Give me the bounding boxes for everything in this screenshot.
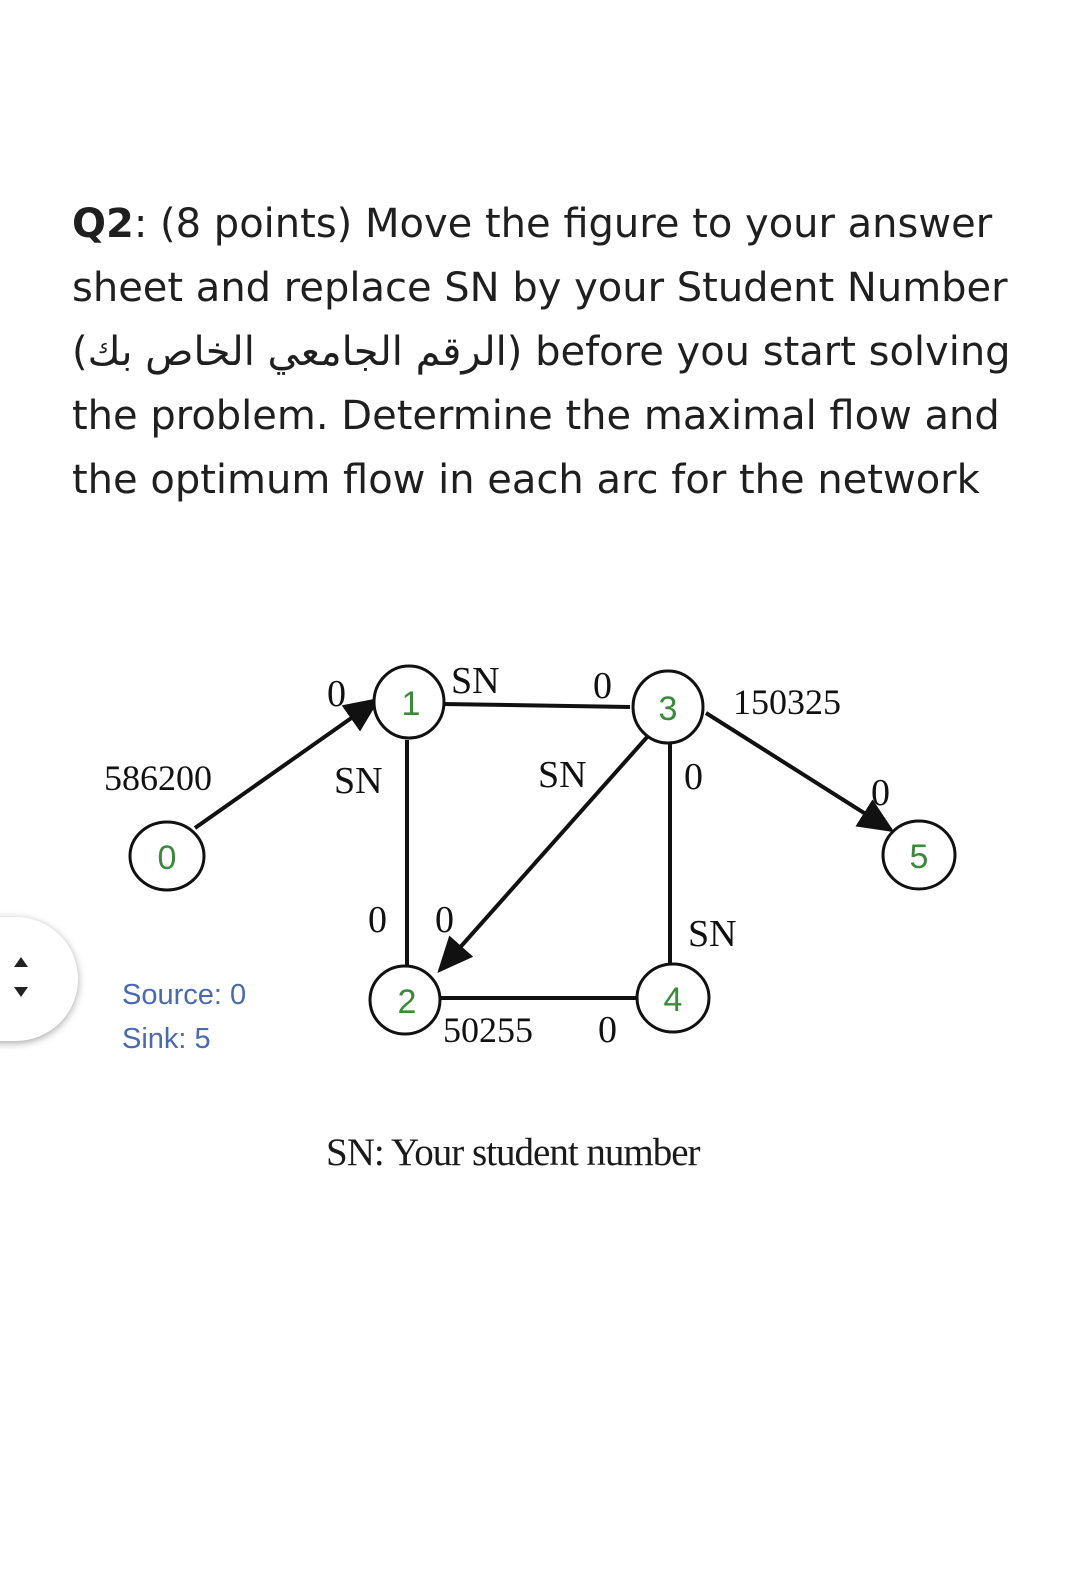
arc-0-1-capacity: 586200 (104, 758, 212, 798)
node-0 (130, 822, 204, 890)
node-4 (637, 964, 709, 1032)
arc-3-2-reverse: 0 (435, 899, 454, 941)
question-label: Q2 (72, 201, 134, 247)
question-rest: ) before you start solving the problem. Determine the maximal flow and the optimum flow in each arc for the network (72, 329, 1011, 503)
arc-3-5-capacity: 150325 (733, 682, 841, 722)
node-1-label: 1 (401, 685, 421, 723)
question-text (72, 192, 1012, 512)
network-diagram (0, 600, 1080, 1220)
sn-legend: SN: Your student number (326, 1131, 700, 1174)
arc-2-4-capacity: 50255 (443, 1010, 533, 1050)
arc-3-5-reverse: 0 (871, 772, 890, 814)
question-intro: : (8 points) Move the figure to your answer sheet and replace SN by your Student Number ( (72, 201, 1008, 375)
arc-2-4-reverse: 0 (598, 1009, 617, 1051)
node-0-label: 0 (157, 839, 177, 877)
source-sink-note (122, 973, 246, 1061)
node-5 (883, 821, 955, 889)
node-2-label: 2 (397, 983, 417, 1021)
source-label: Source: 0 (122, 979, 247, 1011)
arc-1-2-reverse: 0 (368, 899, 387, 941)
sink-label: Sink: 5 (122, 1023, 211, 1055)
arc-3-4-capacity: 0 (684, 756, 703, 798)
node-3 (633, 671, 703, 743)
arc-3-5 (706, 713, 891, 830)
arc-1-3-capacity: SN (451, 660, 500, 702)
node-1 (374, 666, 444, 738)
node-2 (370, 966, 440, 1034)
arabic-phrase: الرقم الجامعي الخاص بك (87, 329, 507, 375)
node-3-label: 3 (658, 690, 678, 728)
arc-1-3-reverse: 0 (593, 665, 612, 707)
arc-0-1-reverse: 0 (327, 673, 346, 715)
arc-3-2-capacity: SN (538, 754, 587, 796)
arc-1-2-capacity: SN (334, 760, 383, 802)
node-5-label: 5 (909, 838, 929, 876)
arc-3-4-reverse: SN (688, 913, 737, 955)
node-4-label: 4 (663, 981, 683, 1019)
